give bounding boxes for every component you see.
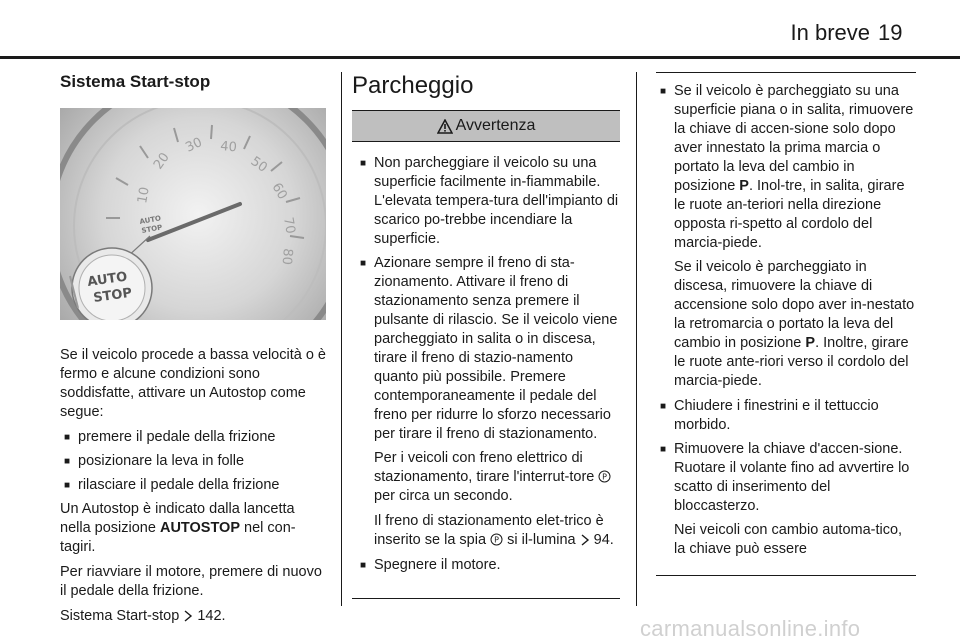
list-item: ■ Rimuovere la chiave d'accen-sione. Ruotare il volante fino ad avvertire lo scatto di inserimento del bloccasterzo. — [656, 440, 916, 516]
gauge-label-60: 60 — [268, 180, 290, 203]
start-stop-intro: Se il veicolo procede a bassa velocità o è fermo e alcune condizioni sono soddisfatte, attivare un Autostop come segue: — [60, 347, 326, 420]
parking-brake-light-icon — [490, 533, 503, 546]
page-number: 19 — [878, 20, 903, 45]
gauge-label-80: 80 — [278, 247, 295, 266]
column-divider-left — [341, 72, 342, 606]
gauge-label-70: 70 — [280, 216, 298, 235]
gauge-label-40: 40 — [219, 139, 238, 156]
gauge-label-30: 30 — [183, 135, 205, 156]
warning-label: Avvertenza — [455, 117, 536, 134]
warning-triangle-icon — [437, 119, 453, 134]
reference-arrow-icon — [580, 534, 590, 546]
list-item: ■ Se il veicolo è parcheggiato su una superficie piana o in salita, rimuovere la chiave di accen-sione solo dopo aver innestato la prima marcia o portato la leva del cambio in posizione P. Inol-tre, in salita, girare le ruote an-teriori nella direzione opposta ri-spetto al cordolo del marcia-piede. — [656, 82, 916, 253]
column-divider-right — [636, 72, 637, 606]
button-stop-label: STOP — [92, 285, 133, 306]
watermark: carmanualsonline.info — [640, 616, 861, 641]
brake-warning-light-note: Il freno di stazionamento elet-trico è inserito se la spia P si il-lumina 94. — [374, 513, 614, 548]
list-item: ■ premere il pedale della frizione — [60, 428, 326, 447]
gauge-label-20: 20 — [150, 150, 173, 173]
autostop-indication: Un Autostop è indicato dalla lancetta nella posizione AUTOSTOP nel con-tagiri. — [60, 501, 296, 555]
list-item: ■ Chiudere i finestrini e il tettuccio morbido. — [656, 397, 916, 435]
column3-bottom-rule — [656, 575, 916, 576]
gauge-label-10: 10 — [135, 185, 153, 205]
restart-instruction: Per riavviare il motore, premere di nuovo il pedale della frizione. — [60, 564, 322, 599]
button-auto-label: AUTO — [86, 269, 129, 290]
section-title-start-stop: Sistema Start-stop — [60, 72, 211, 91]
gauge-label-50: 50 — [247, 153, 270, 176]
list-item: ■ Azionare sempre il freno di sta-zionamento. Attivare il freno di stazionamento senza premere il pulsante di rilascio. Se il veicolo viene parcheggiato in salita o in discesa, tirare il freno di stazio-namento quanto più possibile. Premere contemporaneamente il pedale del freno per ridurre lo sforzo necessario per tirare il freno di stazionamento. — [356, 254, 620, 444]
reference-arrow-icon — [183, 610, 193, 622]
gauge-stop-label: STOP — [140, 223, 163, 235]
list-item: ■ Spegnere il motore. — [356, 556, 620, 575]
warning-box-bottom-rule — [352, 598, 620, 599]
svg-text:P: P — [494, 535, 499, 545]
column-parcheggio-cont — [656, 72, 916, 565]
list-item: ■ posizionare la leva in folle — [60, 452, 326, 471]
list-item: ■ Non parcheggiare il veicolo su una superficie facilmente in-fiammabile. L'elevata tempera-tura dell'impianto di scarico po-trebbe incendiare la superficie. — [356, 154, 620, 249]
tachometer-illustration — [60, 108, 326, 320]
column-start-stop — [60, 72, 326, 632]
page-reference[interactable]: 94. — [593, 532, 614, 548]
column-parcheggio — [352, 72, 620, 580]
header-title: In breve — [790, 20, 870, 45]
warning-header — [352, 110, 620, 142]
automatic-transmission-note: Nei veicoli con cambio automa-tico, la chiave può essere — [674, 522, 903, 557]
section-title-parcheggio: Parcheggio — [352, 72, 474, 99]
tachometer-photo — [60, 108, 326, 320]
cross-reference-start-stop[interactable]: Sistema Start-stop 142. — [60, 608, 226, 624]
downhill-parking-note: Se il veicolo è parcheggiato in discesa, rimuovere la chiave di accensione solo dopo aver in-nestato la retromarcia o portato la leva del cambio in posizione P. Inoltre, girare le ruote ante-riori verso il cordolo del marcia-piede. — [674, 259, 915, 389]
electric-brake-note: Per i veicoli con freno elettrico di stazionamento, tirare l'interrut-tore P per circa un secondo. — [356, 449, 620, 506]
gauge-auto-label: AUTO — [138, 214, 162, 226]
header-rule — [0, 56, 960, 59]
autostop-term: AUTOSTOP — [159, 520, 241, 536]
svg-text:P: P — [602, 472, 608, 482]
parking-brake-icon — [598, 470, 611, 483]
list-item: ■ rilasciare il pedale della frizione — [60, 476, 326, 495]
